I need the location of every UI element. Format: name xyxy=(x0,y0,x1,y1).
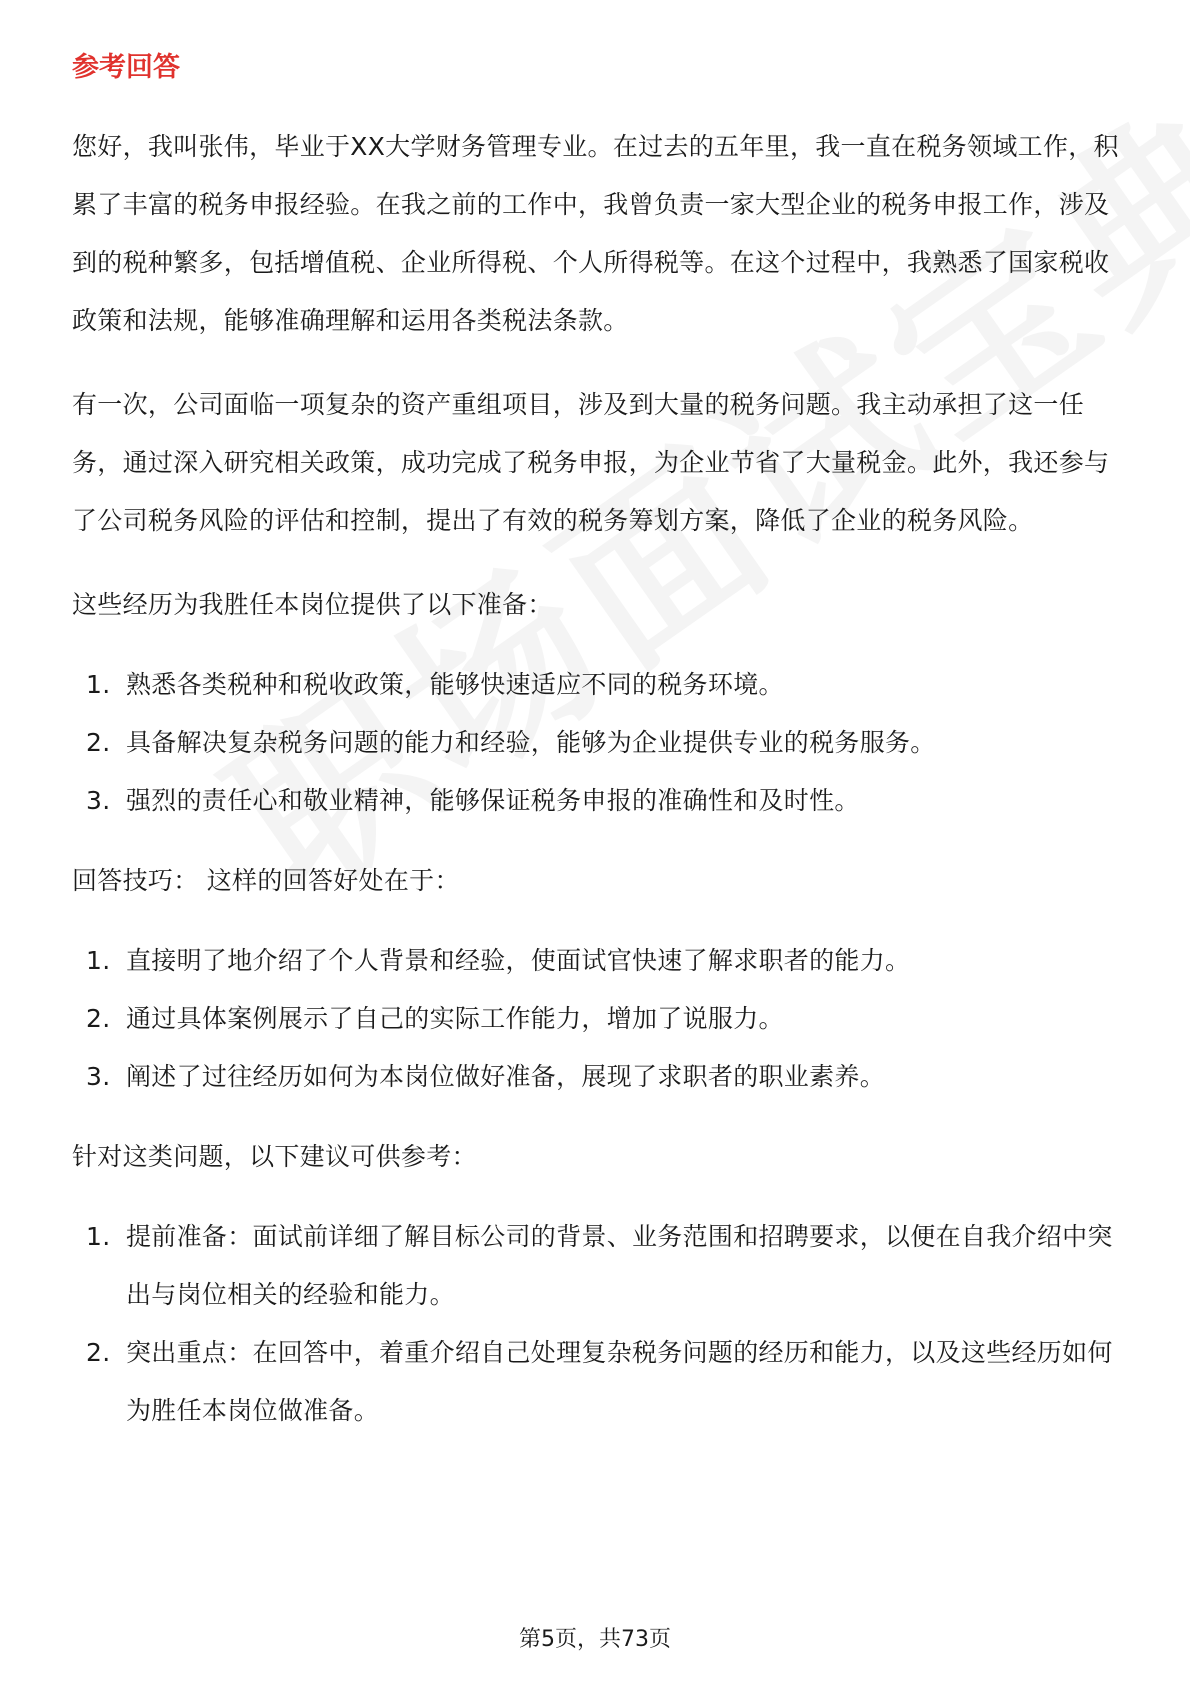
prep-list xyxy=(72,656,1132,830)
list-text: 直接明了地介绍了个人背景和经验，使面试官快速了解求职者的能力。 xyxy=(126,946,911,975)
list-number: 2. xyxy=(86,1004,111,1033)
list-number: 2. xyxy=(86,1338,111,1367)
tips-intro: 回答技巧： 这样的回答好处在于： xyxy=(72,866,460,895)
advice-intro: 针对这类问题，以下建议可供参考： xyxy=(72,1142,477,1171)
answer-paragraph-2: 有一次，公司面临一项复杂的资产重组项目，涉及到大量的税务问题。我主动承担了这一任务，通过深入研究相关政策，成功完成了税务申报，为企业节省了大量税金。此外，我还参与了公司税务风险的评估和控制，提出了有效的税务筹划方案，降低了企业的税务风险。 xyxy=(72,390,1110,535)
list-item xyxy=(72,772,1132,830)
list-item xyxy=(72,656,1132,714)
list-text: 熟悉各类税种和税收政策，能够快速适应不同的税务环境。 xyxy=(126,670,784,699)
list-item xyxy=(72,932,1132,990)
page-content xyxy=(72,48,1132,1462)
list-number: 3. xyxy=(86,786,111,815)
list-number: 1. xyxy=(86,670,111,699)
list-item xyxy=(72,1324,1132,1440)
list-item xyxy=(72,990,1132,1048)
list-item xyxy=(72,1208,1132,1324)
list-text: 阐述了过往经历如何为本岗位做好准备，展现了求职者的职业素养。 xyxy=(126,1062,886,1091)
list-text: 强烈的责任心和敬业精神，能够保证税务申报的准确性和及时性。 xyxy=(126,786,860,815)
list-number: 1. xyxy=(86,946,111,975)
list-number: 3. xyxy=(86,1062,111,1091)
page-footer: 第5页，共73页 xyxy=(519,1627,671,1652)
answer-paragraph-1: 您好，我叫张伟，毕业于XX大学财务管理专业。在过去的五年里，我一直在税务领域工作，积累了丰富的税务申报经验。在我之前的工作中，我曾负责一家大型企业的税务申报工作，涉及到的税种繁多，包括增值税、企业所得税、个人所得税等。在这个过程中，我熟悉了国家税收政策和法规，能够准确理解和运用各类税法条款。 xyxy=(72,132,1119,335)
list-text: 突出重点：在回答中，着重介绍自己处理复杂税务问题的经历和能力，以及这些经历如何为胜任本岗位做准备。 xyxy=(126,1338,1113,1425)
list-number: 2. xyxy=(86,728,111,757)
advice-list xyxy=(72,1208,1132,1440)
list-item xyxy=(72,714,1132,772)
list-text: 提前准备：面试前详细了解目标公司的背景、业务范围和招聘要求，以便在自我介绍中突出与岗位相关的经验和能力。 xyxy=(126,1222,1113,1309)
section-title: 参考回答 xyxy=(72,52,180,83)
tips-list xyxy=(72,932,1132,1106)
list-item xyxy=(72,1048,1132,1106)
list-number: 1. xyxy=(86,1222,111,1251)
list-text: 具备解决复杂税务问题的能力和经验，能够为企业提供专业的税务服务。 xyxy=(126,728,936,757)
prep-intro: 这些经历为我胜任本岗位提供了以下准备： xyxy=(72,590,553,619)
list-text: 通过具体案例展示了自己的实际工作能力，增加了说服力。 xyxy=(126,1004,784,1033)
